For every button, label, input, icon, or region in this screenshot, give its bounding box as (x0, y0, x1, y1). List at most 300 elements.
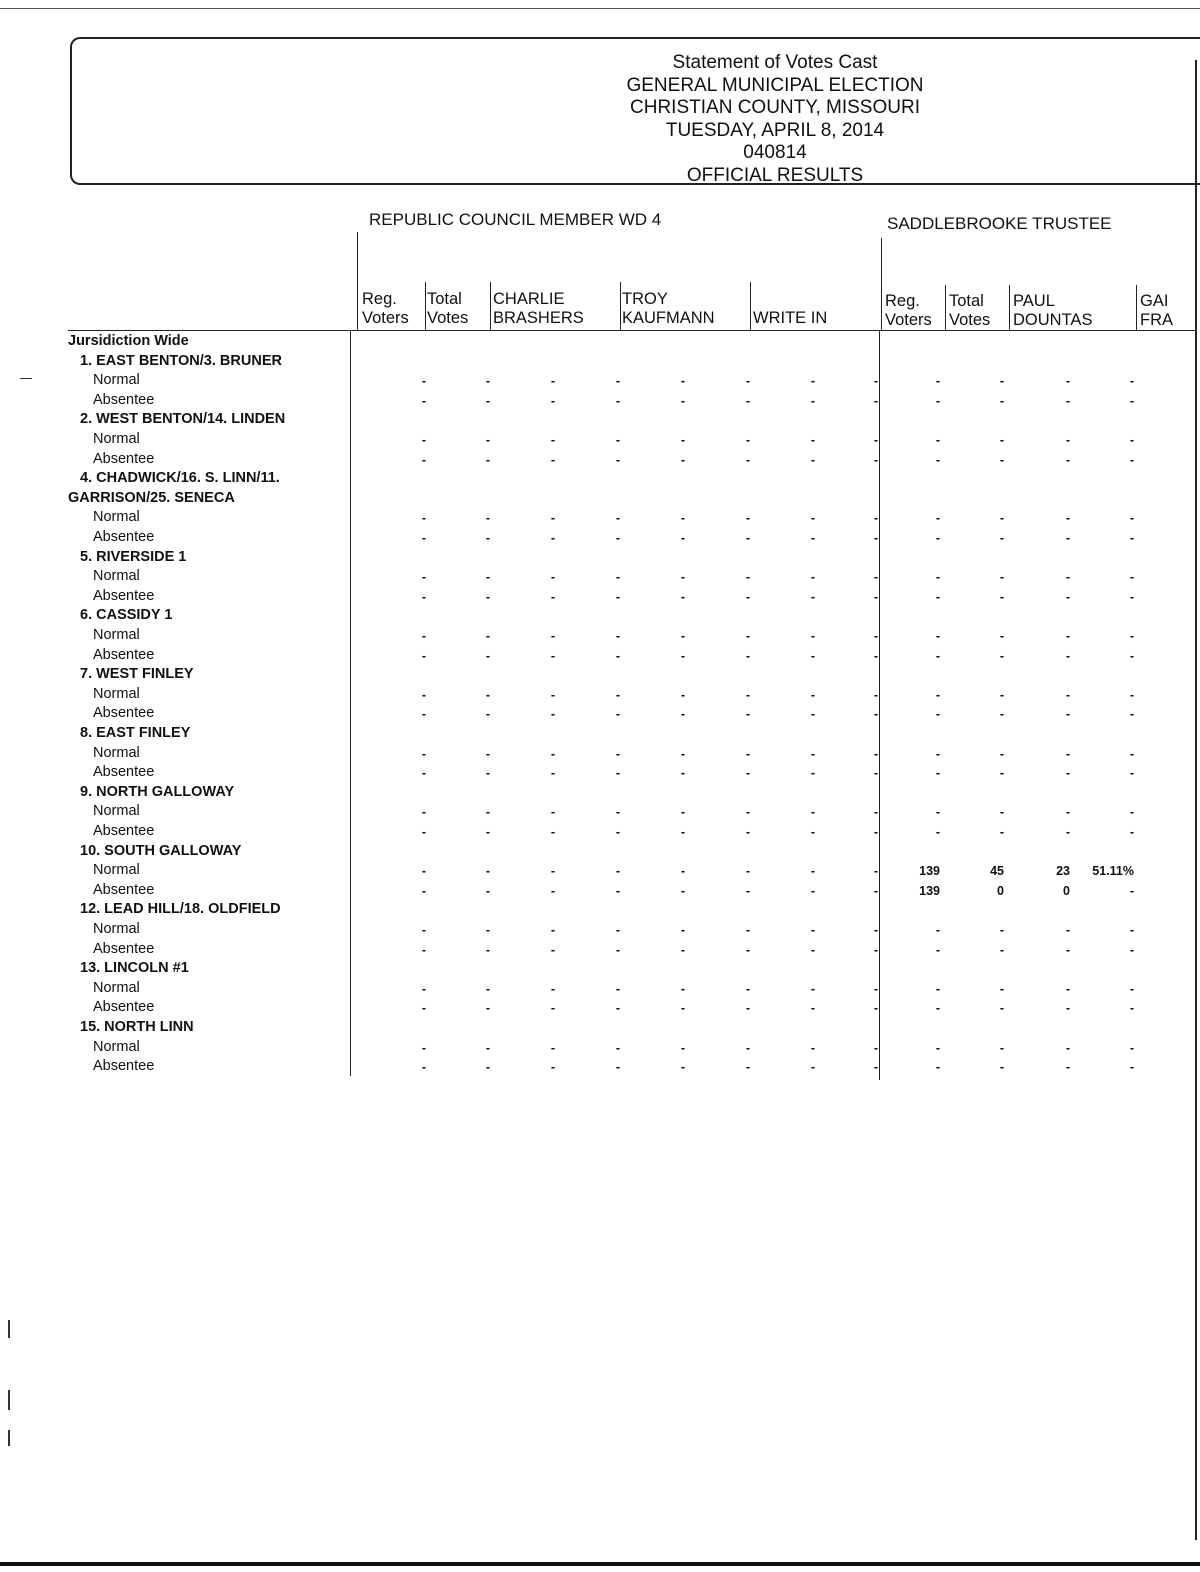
precinct-5-absentee-race-2-cell-2: - (999, 648, 1004, 663)
precinct-8-absentee-race-1-cell-5: - (680, 825, 685, 839)
precinct-4-normal-race-1-cell-5: - (680, 570, 685, 585)
precinct-3-normal-label: Normal (93, 509, 140, 526)
precinct-6-normal-race-2-cell-2: - (999, 687, 1004, 702)
precinct-8-absentee-race-2-cell-3: - (1065, 825, 1070, 839)
scan-mark-3 (8, 1430, 10, 1446)
precinct-4-absentee-race-1-cell-2: - (485, 589, 490, 604)
precinct-12-normal-race-1-end-tick: - (873, 1040, 878, 1055)
precinct-8-normal-race-2-cell-4: - (1129, 805, 1134, 820)
precinct-6-normal-race-2-cell-4: - (1129, 687, 1134, 702)
precinct-5-absentee-race-1-cell-6: - (745, 648, 750, 663)
race-1-col-sep-4 (750, 282, 751, 330)
precinct-1-absentee-race-1-cell-6: - (745, 393, 750, 408)
precinct-7-normal-race-1-cell-2: - (485, 746, 490, 761)
precinct-2-absentee-race-1-cell-1: - (421, 452, 426, 467)
precinct-2-normal-race-1-cell-1: - (421, 433, 426, 447)
precinct-12-normal-label: Normal (93, 1038, 140, 1055)
precinct-1-absentee-race-2-cell-2: - (999, 393, 1004, 408)
precinct-10-absentee-race-1-cell-7: - (810, 942, 815, 957)
precinct-4-normal-race-2-cell-3: - (1065, 570, 1070, 585)
col-header-line-2: Voters (362, 309, 409, 327)
precinct-1-absentee-race-2-cell-4: - (1129, 393, 1134, 408)
precinct-8-normal-race-1-cell-3: - (550, 805, 555, 820)
precinct-2-absentee-label: Absentee (93, 450, 155, 467)
race-1-col-header-2 (427, 290, 468, 328)
precinct-6-normal-race-1-cell-1: - (421, 687, 426, 702)
precinct-9-normal-race-1-cell-7: - (810, 864, 815, 879)
precinct-12-absentee-race-2-cell-3: - (1065, 1060, 1070, 1075)
precinct-12-absentee-race-1-cell-6: - (745, 1060, 750, 1075)
precinct-10-absentee-race-1-cell-2: - (485, 942, 490, 957)
precinct-9-absentee-race-1-cell-4: - (615, 883, 620, 898)
precinct-9-absentee-race-1-cell-7: - (810, 883, 815, 898)
precinct-5-normal-race-1-cell-7: - (810, 629, 815, 643)
precinct-5-normal-race-2-cell-1: - (935, 629, 940, 643)
precinct-7-absentee-race-1-cell-6: - (745, 766, 750, 781)
precinct-8-absentee-label: Absentee (93, 823, 155, 839)
precinct-10-normal-race-1-cell-7: - (810, 923, 815, 937)
race-2-col-header-1 (885, 292, 932, 330)
precinct-6-absentee-race-2-cell-4: - (1129, 707, 1134, 722)
precinct-2-normal-race-2-cell-1: - (935, 433, 940, 447)
precinct-6-normal-race-1-cell-4: - (615, 687, 620, 702)
precinct-6-absentee-race-1-cell-2: - (485, 707, 490, 722)
precinct-3-absentee-race-2-cell-4: - (1129, 531, 1134, 545)
precinct-3-normal-race-2-cell-2: - (999, 511, 1004, 526)
precinct-4-normal-race-2-cell-1: - (935, 570, 940, 585)
precinct-6-absentee-race-2-cell-1: - (935, 707, 940, 722)
precinct-4-normal-race-1-cell-1: - (421, 570, 426, 585)
precinct-8-normal-race-1-end-tick: - (873, 805, 878, 820)
header-line-3: CHRISTIAN COUNTY, MISSOURI (630, 97, 920, 118)
precinct-8-normal-race-1-cell-4: - (615, 805, 620, 820)
precinct-12-absentee-race-1-cell-7: - (810, 1060, 815, 1075)
race-2-left-border (881, 238, 882, 330)
precinct-4-normal-race-1-end-tick: - (873, 570, 878, 585)
precinct-name-12: 15. NORTH LINN (80, 1019, 194, 1035)
page-top-edge (0, 8, 1200, 9)
precinct-1-absentee-race-1-cell-7: - (810, 393, 815, 408)
precinct-5-absentee-race-1-cell-4: - (615, 648, 620, 663)
precinct-8-normal-race-1-cell-5: - (680, 805, 685, 820)
race-title-2: SADDLEBROOKE TRUSTEE (887, 214, 1112, 233)
precinct-10-absentee-race-1-cell-6: - (745, 942, 750, 957)
precinct-11-absentee-race-1-cell-4: - (615, 1001, 620, 1016)
precinct-6-normal-race-2-cell-1: - (935, 687, 940, 702)
precinct-11-absentee-race-1-cell-1: - (421, 1001, 426, 1016)
precinct-10-absentee-race-2-cell-4: - (1129, 942, 1134, 957)
precinct-12-normal-race-1-cell-5: - (680, 1040, 685, 1055)
precinct-4-absentee-race-1-end-tick: - (873, 589, 878, 604)
precinct-3-absentee-race-1-cell-5: - (680, 531, 685, 545)
precinct-9-absentee-race-1-cell-5: - (680, 883, 685, 898)
precinct-10-normal-race-1-cell-3: - (550, 923, 555, 937)
precinct-12-normal-race-1-cell-1: - (421, 1040, 426, 1055)
precinct-5-absentee-race-1-cell-2: - (485, 648, 490, 663)
precinct-3-absentee-race-1-cell-6: - (745, 531, 750, 545)
precinct-10-normal-race-1-cell-5: - (680, 923, 685, 937)
precinct-4-absentee-race-2-cell-1: - (935, 589, 940, 604)
precinct-8-normal-race-1-cell-1: - (421, 805, 426, 820)
precinct-5-normal-race-1-cell-2: - (485, 629, 490, 643)
page-bottom-edge (0, 1562, 1200, 1566)
precinct-8-normal-race-1-cell-6: - (745, 805, 750, 820)
precinct-2-absentee-race-1-cell-6: - (745, 452, 750, 467)
precinct-12-absentee-race-2-cell-2: - (999, 1060, 1004, 1075)
precinct-12-normal-race-1-cell-7: - (810, 1040, 815, 1055)
precinct-2-absentee-race-2-cell-4: - (1129, 452, 1134, 467)
precinct-12-absentee-race-1-cell-3: - (550, 1060, 555, 1075)
precinct-7-normal-race-1-cell-6: - (745, 746, 750, 761)
precinct-8-absentee-race-1-cell-7: - (810, 825, 815, 839)
precinct-11-absentee-race-1-end-tick: - (873, 1001, 878, 1016)
col-header-line-1: Total (949, 292, 984, 310)
precinct-3-normal-race-1-end-tick: - (873, 511, 878, 526)
col-header-line-2: DOUNTAS (1013, 311, 1093, 329)
race-1-left-border (357, 232, 358, 330)
precinct-10-normal-race-1-end-tick: - (873, 923, 878, 937)
precinct-4-absentee-race-1-cell-4: - (615, 589, 620, 604)
precinct-4-absentee-race-1-cell-1: - (421, 589, 426, 604)
precinct-2-absentee-race-1-cell-4: - (615, 452, 620, 467)
precinct-9-absentee-race-1-cell-1: - (421, 883, 426, 898)
precinct-7-absentee-race-2-cell-4: - (1129, 766, 1134, 781)
col-header-line-1: Reg. (362, 290, 397, 308)
precinct-4-normal-race-1-cell-6: - (745, 570, 750, 585)
race-1-col-header-3 (493, 290, 584, 328)
race-2-col-sep-1 (945, 285, 946, 330)
precinct-4-absentee-race-1-cell-6: - (745, 589, 750, 604)
header-line-5: 040814 (743, 142, 807, 163)
precinct-10-normal-race-1-cell-6: - (745, 923, 750, 937)
precinct-9-normal-race-2-cell-1: 139 (919, 864, 940, 879)
precinct-name-1: 1. EAST BENTON/3. BRUNER (80, 352, 282, 369)
precinct-7-absentee-race-1-cell-4: - (615, 766, 620, 781)
precinct-7-absentee-race-1-cell-3: - (550, 766, 555, 781)
col-header-line-2: KAUFMANN (622, 309, 715, 327)
precinct-12-normal-race-2-cell-1: - (935, 1040, 940, 1055)
precinct-12-absentee-race-2-cell-1: - (935, 1060, 940, 1075)
precinct-11-normal-race-2-cell-4: - (1129, 981, 1134, 996)
precinct-5-absentee-race-1-cell-1: - (421, 648, 426, 663)
precinct-9-normal-race-1-cell-1: - (421, 864, 426, 879)
precinct-5-normal-race-1-cell-4: - (615, 629, 620, 643)
precinct-9-absentee-race-1-cell-6: - (745, 883, 750, 898)
race-1-col-header-4 (622, 290, 715, 328)
precinct-7-normal-race-1-cell-7: - (810, 746, 815, 761)
precinct-11-normal-race-2-cell-3: - (1065, 981, 1070, 996)
precinct-name-3: 4. CHADWICK/16. S. LINN/11. (80, 470, 280, 487)
precinct-5-absentee-race-1-cell-3: - (550, 648, 555, 663)
precinct-9-normal-race-1-cell-5: - (680, 864, 685, 879)
precinct-9-normal-race-1-cell-4: - (615, 864, 620, 879)
precinct-2-absentee-race-2-cell-3: - (1065, 452, 1070, 467)
precinct-5-normal-race-1-cell-5: - (680, 629, 685, 643)
precinct-11-normal-race-1-cell-7: - (810, 981, 815, 996)
race-1-col-header-5 (753, 290, 827, 328)
precinct-2-normal-race-1-cell-4: - (615, 433, 620, 447)
precinct-4-normal-race-1-cell-7: - (810, 570, 815, 585)
precinct-8-normal-label: Normal (93, 803, 140, 820)
precinct-4-absentee-race-1-cell-5: - (680, 589, 685, 604)
precinct-11-normal-race-1-cell-4: - (615, 981, 620, 996)
precinct-11-absentee-race-2-cell-3: - (1065, 1001, 1070, 1016)
precinct-name-3-cont: GARRISON/25. SENECA (68, 489, 235, 506)
precinct-10-absentee-race-1-cell-4: - (615, 942, 620, 957)
precinct-2-normal-race-1-cell-2: - (485, 433, 490, 447)
precinct-5-normal-race-1-cell-6: - (745, 629, 750, 643)
precinct-7-normal-race-1-cell-3: - (550, 746, 555, 761)
precinct-7-normal-race-2-cell-2: - (999, 746, 1004, 761)
precinct-6-absentee-race-1-cell-4: - (615, 707, 620, 722)
precinct-12-normal-race-1-cell-6: - (745, 1040, 750, 1055)
precinct-7-normal-race-1-cell-4: - (615, 746, 620, 761)
precinct-5-absentee-race-1-end-tick: - (873, 648, 878, 663)
precinct-6-absentee-race-1-cell-5: - (680, 707, 685, 722)
header-line-1: Statement of Votes Cast (672, 52, 878, 73)
precinct-9-normal-race-1-cell-6: - (745, 864, 750, 879)
precinct-1-normal-race-1-cell-4: - (615, 374, 620, 389)
precinct-5-normal-race-1-cell-1: - (421, 629, 426, 643)
precinct-6-absentee-race-1-cell-7: - (810, 707, 815, 722)
precinct-9-absentee-label: Absentee (93, 881, 155, 898)
precinct-5-absentee-race-2-cell-4: - (1129, 648, 1134, 663)
precinct-7-absentee-race-1-cell-2: - (485, 766, 490, 781)
precinct-12-absentee-race-1-cell-5: - (680, 1060, 685, 1075)
header-underline (68, 330, 1195, 331)
precinct-7-absentee-label: Absentee (93, 764, 155, 781)
precinct-1-normal-race-2-cell-2: - (999, 374, 1004, 389)
precinct-1-normal-race-1-cell-6: - (745, 374, 750, 389)
precinct-3-absentee-race-1-cell-4: - (615, 531, 620, 545)
precinct-6-normal-race-1-cell-2: - (485, 687, 490, 702)
col-header-line-1: Reg. (885, 292, 920, 310)
precinct-4-normal-race-1-cell-3: - (550, 570, 555, 585)
precinct-10-absentee-race-2-cell-1: - (935, 942, 940, 957)
precinct-6-absentee-race-1-end-tick: - (873, 707, 878, 722)
precinct-3-normal-race-1-cell-7: - (810, 511, 815, 526)
precinct-3-absentee-race-1-cell-1: - (421, 531, 426, 545)
precinct-12-absentee-race-2-cell-4: - (1129, 1060, 1134, 1075)
precinct-9-normal-label: Normal (93, 862, 140, 879)
precinct-1-absentee-race-1-cell-1: - (421, 393, 426, 408)
precinct-5-absentee-race-1-cell-7: - (810, 648, 815, 663)
precinct-8-normal-race-2-cell-2: - (999, 805, 1004, 820)
precinct-9-absentee-race-1-cell-2: - (485, 883, 490, 898)
precinct-1-normal-label: Normal (93, 372, 140, 389)
precinct-2-normal-label: Normal (93, 431, 140, 447)
precinct-11-normal-race-1-cell-1: - (421, 981, 426, 996)
precinct-9-normal-race-2-cell-2: 45 (990, 864, 1004, 879)
precinct-4-absentee-race-2-cell-3: - (1065, 589, 1070, 604)
document-header (575, 52, 975, 187)
precinct-12-normal-race-1-cell-4: - (615, 1040, 620, 1055)
precinct-11-absentee-race-1-cell-3: - (550, 1001, 555, 1016)
scan-mark-1 (8, 1320, 10, 1338)
scan-mark-2 (8, 1390, 10, 1410)
precinct-12-absentee-race-1-cell-1: - (421, 1060, 426, 1075)
precinct-10-absentee-race-1-cell-3: - (550, 942, 555, 957)
precinct-4-normal-label: Normal (93, 568, 140, 585)
precinct-7-absentee-race-2-cell-1: - (935, 766, 940, 781)
precinct-8-absentee-race-1-cell-1: - (421, 825, 426, 839)
precinct-11-absentee-race-2-cell-2: - (999, 1001, 1004, 1016)
precinct-10-normal-race-1-cell-1: - (421, 923, 426, 937)
precinct-5-absentee-race-1-cell-5: - (680, 648, 685, 663)
col-header-line-2: Votes (427, 309, 469, 327)
precinct-name-7: 8. EAST FINLEY (80, 725, 191, 741)
precinct-11-absentee-label: Absentee (93, 999, 155, 1016)
race-1-col-sep-1 (425, 282, 426, 330)
precinct-10-normal-race-2-cell-4: - (1129, 923, 1134, 937)
precinct-6-normal-race-1-cell-3: - (550, 687, 555, 702)
race-title-1: REPUBLIC COUNCIL MEMBER WD 4 (369, 210, 662, 229)
table-left-rule (350, 330, 351, 1076)
col-header-line-1: PAUL (1013, 292, 1055, 310)
col-header-line-1 (753, 290, 827, 309)
precinct-3-absentee-race-1-end-tick: - (873, 531, 878, 545)
precinct-1-absentee-race-2-cell-1: - (935, 393, 940, 408)
precinct-4-normal-race-2-cell-2: - (999, 570, 1004, 585)
precinct-2-normal-race-2-cell-3: - (1065, 433, 1070, 447)
precinct-1-normal-race-1-end-tick: - (873, 374, 878, 389)
precinct-9-absentee-race-1-cell-3: - (550, 883, 555, 898)
precinct-11-absentee-race-1-cell-5: - (680, 1001, 685, 1016)
precinct-12-absentee-label: Absentee (93, 1058, 155, 1075)
precinct-name-9: 10. SOUTH GALLOWAY (80, 842, 242, 859)
precinct-7-normal-race-2-cell-3: - (1065, 746, 1070, 761)
precinct-1-normal-race-2-cell-4: - (1129, 374, 1134, 389)
precinct-2-absentee-race-1-cell-2: - (485, 452, 490, 467)
col-header-line-2: Votes (949, 311, 991, 329)
precinct-4-absentee-race-2-cell-4: - (1129, 589, 1134, 604)
col-header-line-1: TROY (622, 290, 668, 308)
precinct-7-absentee-race-1-cell-5: - (680, 766, 685, 781)
precinct-10-normal-race-2-cell-2: - (999, 923, 1004, 937)
col-header-line-1: CHARLIE (493, 290, 565, 308)
precinct-3-normal-race-1-cell-6: - (745, 511, 750, 526)
precinct-10-normal-race-2-cell-3: - (1065, 923, 1070, 937)
precinct-12-normal-race-1-cell-3: - (550, 1040, 555, 1055)
precinct-5-normal-race-2-cell-3: - (1065, 629, 1070, 643)
precinct-11-normal-race-2-cell-2: - (999, 981, 1004, 996)
precinct-8-absentee-race-1-cell-4: - (615, 825, 620, 839)
precinct-3-normal-race-1-cell-1: - (421, 511, 426, 526)
precinct-12-absentee-race-1-cell-2: - (485, 1060, 490, 1075)
precinct-2-absentee-race-1-end-tick: - (873, 452, 878, 467)
precinct-1-absentee-label: Absentee (93, 391, 155, 408)
precinct-2-absentee-race-1-cell-7: - (810, 452, 815, 467)
precinct-name-10: 12. LEAD HILL/18. OLDFIELD (80, 901, 281, 918)
precinct-1-normal-race-1-cell-5: - (680, 374, 685, 389)
precinct-1-normal-race-1-cell-3: - (550, 374, 555, 389)
precinct-8-normal-race-2-cell-3: - (1065, 805, 1070, 820)
precinct-8-normal-race-1-cell-2: - (485, 805, 490, 820)
race-2-col-header-4 (1140, 292, 1173, 330)
precinct-3-normal-race-1-cell-4: - (615, 511, 620, 526)
race-1-col-header-1 (362, 290, 409, 328)
precinct-9-normal-race-2-cell-3: 23 (1056, 864, 1070, 879)
precinct-9-absentee-race-1-end-tick: - (873, 883, 878, 898)
precinct-6-absentee-race-2-cell-2: - (999, 707, 1004, 722)
precinct-3-absentee-race-1-cell-7: - (810, 531, 815, 545)
precinct-6-normal-race-1-cell-6: - (745, 687, 750, 702)
precinct-7-normal-label: Normal (93, 744, 140, 761)
precinct-9-normal-race-1-cell-2: - (485, 864, 490, 879)
precinct-10-absentee-race-1-cell-5: - (680, 942, 685, 957)
precinct-5-normal-label: Normal (93, 627, 140, 643)
precinct-11-absentee-race-1-cell-2: - (485, 1001, 490, 1016)
precinct-11-normal-race-1-end-tick: - (873, 981, 878, 996)
precinct-3-normal-race-2-cell-4: - (1129, 511, 1134, 526)
precinct-10-absentee-race-2-cell-2: - (999, 942, 1004, 957)
race-2-col-header-3 (1013, 292, 1092, 330)
precinct-3-normal-race-1-cell-3: - (550, 511, 555, 526)
precinct-2-normal-race-2-cell-2: - (999, 433, 1004, 447)
race-2-col-sep-2 (1009, 285, 1010, 330)
precinct-7-normal-race-2-cell-4: - (1129, 746, 1134, 761)
precinct-11-normal-race-1-cell-6: - (745, 981, 750, 996)
precinct-11-absentee-race-2-cell-4: - (1129, 1001, 1134, 1016)
precinct-5-normal-race-1-cell-3: - (550, 629, 555, 643)
precinct-1-normal-race-1-cell-7: - (810, 374, 815, 389)
race-1-col-sep-2 (490, 282, 491, 330)
header-line-2: GENERAL MUNICIPAL ELECTION (626, 74, 924, 96)
precinct-1-absentee-race-1-end-tick: - (873, 393, 878, 408)
precinct-8-normal-race-1-cell-7: - (810, 805, 815, 820)
precinct-2-normal-race-1-cell-3: - (550, 433, 555, 447)
jurisdiction-label: Jursidiction Wide (68, 333, 189, 349)
precinct-11-absentee-race-1-cell-6: - (745, 1001, 750, 1016)
precinct-name-11: 13. LINCOLN #1 (80, 960, 189, 977)
precinct-1-absentee-race-1-cell-5: - (680, 393, 685, 408)
precinct-name-5: 6. CASSIDY 1 (80, 607, 173, 624)
precinct-11-normal-race-2-cell-1: - (935, 981, 940, 996)
precinct-4-absentee-label: Absentee (93, 587, 155, 604)
precinct-name-8: 9. NORTH GALLOWAY (80, 783, 235, 800)
precinct-3-absentee-race-2-cell-1: - (935, 531, 940, 545)
precinct-4-normal-race-1-cell-2: - (485, 570, 490, 585)
precinct-10-absentee-label: Absentee (93, 940, 155, 957)
precinct-2-absentee-race-2-cell-1: - (935, 452, 940, 467)
precinct-10-absentee-race-1-end-tick: - (873, 942, 878, 957)
precinct-3-absentee-race-1-cell-2: - (485, 531, 490, 545)
col-header-line-1: GAI (1140, 292, 1169, 310)
precinct-6-normal-race-1-cell-5: - (680, 687, 685, 702)
precinct-2-normal-race-1-cell-6: - (745, 433, 750, 447)
precinct-7-absentee-race-2-cell-3: - (1065, 766, 1070, 781)
precinct-1-absentee-race-2-cell-3: - (1065, 393, 1070, 408)
precinct-2-normal-race-1-cell-5: - (680, 433, 685, 447)
precinct-3-normal-race-2-cell-1: - (935, 511, 940, 526)
precinct-8-absentee-race-2-cell-2: - (999, 825, 1004, 839)
precinct-5-normal-race-2-cell-4: - (1129, 629, 1134, 643)
precinct-name-2: 2. WEST BENTON/14. LINDEN (80, 411, 286, 428)
col-header-line-2: WRITE IN (753, 309, 828, 327)
precinct-10-normal-race-2-cell-1: - (935, 923, 940, 937)
precinct-6-normal-label: Normal (93, 685, 140, 702)
precinct-1-absentee-race-1-cell-4: - (615, 393, 620, 408)
precinct-3-absentee-race-1-cell-3: - (550, 531, 555, 545)
scan-mark-4 (20, 378, 32, 379)
precinct-4-absentee-race-1-cell-3: - (550, 589, 555, 604)
precinct-2-absentee-race-1-cell-5: - (680, 452, 685, 467)
precinct-5-absentee-race-2-cell-3: - (1065, 648, 1070, 663)
precinct-10-normal-race-1-cell-4: - (615, 923, 620, 937)
precinct-10-normal-race-1-cell-2: - (485, 923, 490, 937)
precinct-1-absentee-race-1-cell-2: - (485, 393, 490, 408)
precinct-6-absentee-race-2-cell-3: - (1065, 707, 1070, 722)
